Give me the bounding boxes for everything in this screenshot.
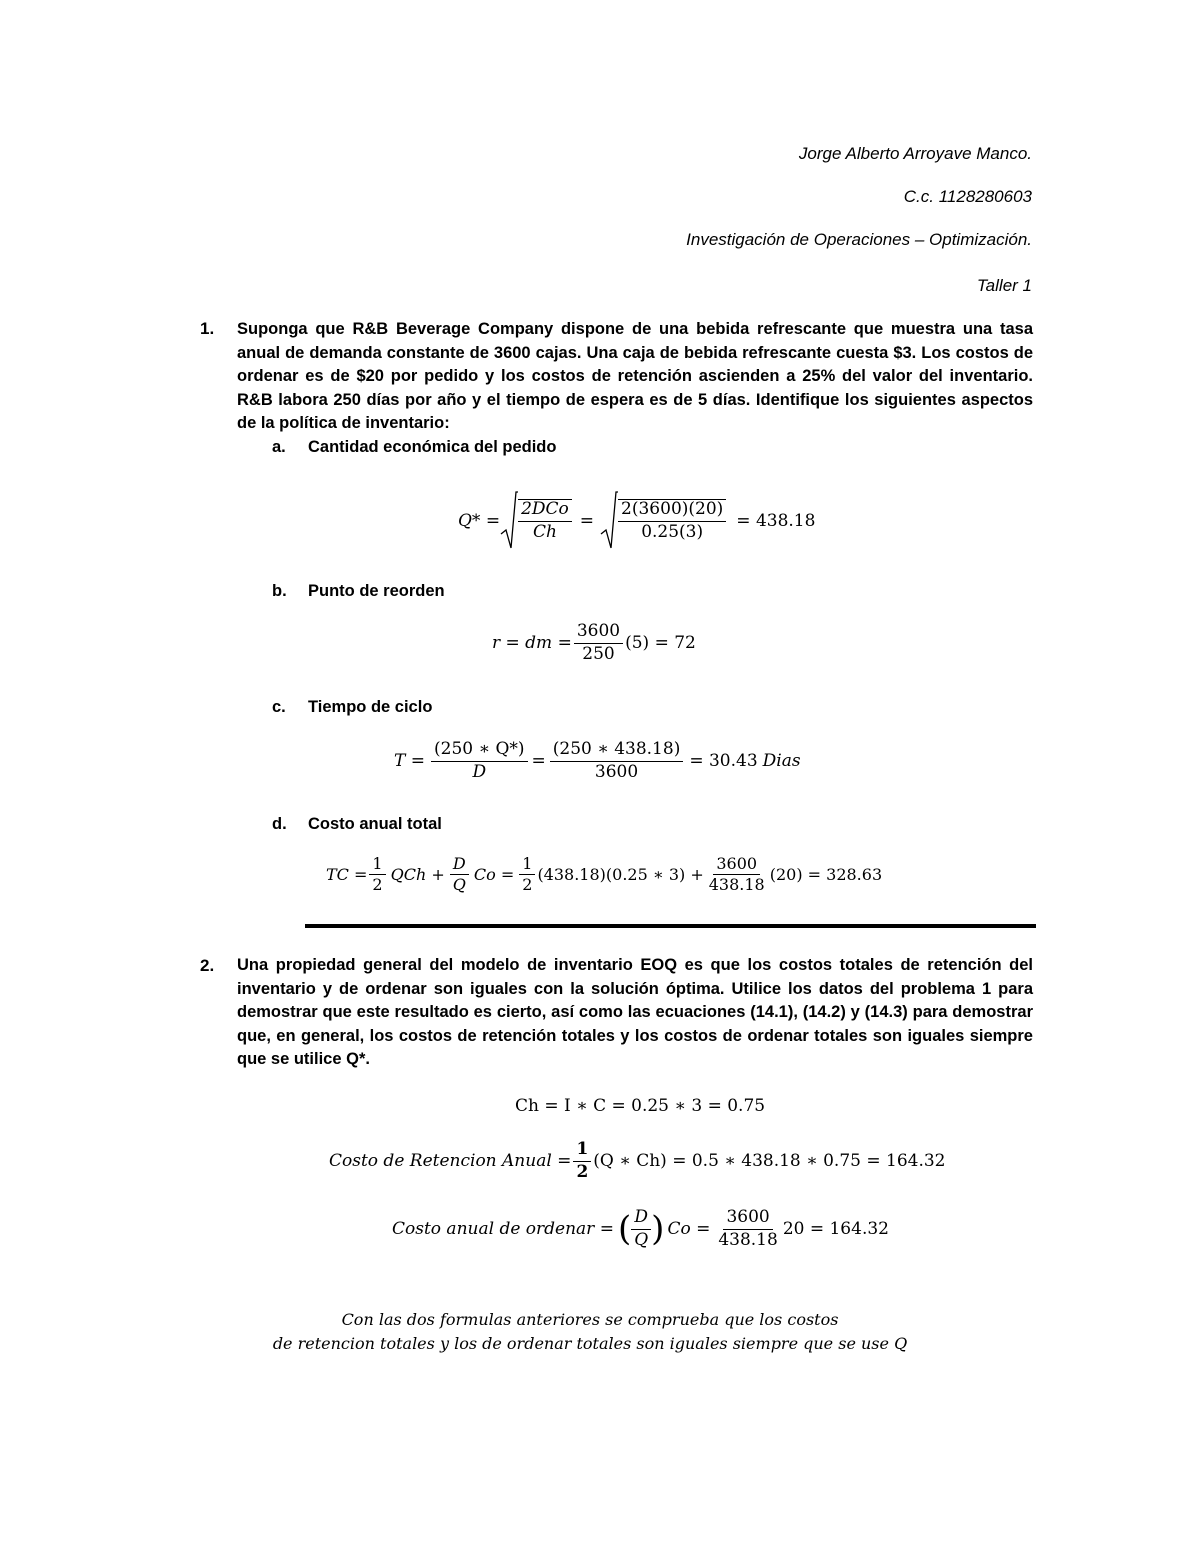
item-b-label: Punto de reorden — [308, 582, 445, 600]
tc-term2: Co = — [473, 865, 515, 885]
tc-dq-den: Q — [452, 875, 466, 895]
total-cost-equation — [326, 855, 882, 895]
ordering-lhs: Costo anual de ordenar = — [392, 1219, 614, 1240]
tc-dq-num: D — [450, 855, 469, 875]
reorder-den: 250 — [582, 643, 615, 664]
cycle-f2-den: 3600 — [594, 761, 639, 782]
author-id: C.c. 1128280603 — [903, 187, 1032, 206]
ch-equation — [515, 1096, 765, 1116]
item-c-label: Tiempo de ciclo — [308, 698, 433, 716]
item-b-letter: b. — [272, 582, 287, 600]
tc-f-num: 3600 — [713, 855, 760, 875]
radical-sign-icon — [500, 490, 518, 552]
assignment-title: Taller 1 — [976, 276, 1032, 295]
ordering-f-den: 438.18 — [718, 1229, 778, 1250]
tc-lhs: TC = — [326, 865, 368, 885]
problem-1-number: 1. — [200, 319, 215, 338]
item-a-letter: a. — [272, 438, 286, 456]
tc-half2-den: 2 — [522, 875, 533, 895]
cycle-eq: = — [531, 751, 546, 772]
right-paren: ) — [651, 1209, 665, 1250]
cycle-f2-num: (250 ∗ 438.18) — [550, 740, 684, 762]
sqrt-2 — [600, 490, 728, 552]
cycle-f1-den: D — [472, 761, 487, 782]
eoq-f1-num: 2DCo — [518, 500, 572, 522]
ordering-p-den: Q — [634, 1229, 649, 1250]
cycle-unit: Dias — [762, 751, 801, 772]
problem-1-text: Suponga que R&B Beverage Company dispone de una bebida refrescante que muestra una tasa anual de demanda constante de 3600 cajas. Una caja de bebida refrescante cuesta $3. Los costos de ordenar es de $20 por pedido y los costos de retención ascienden a 25% del valor del inventario. R&B labora 250 días por año y el tiempo de espera es de 5 días. Identifique los siguientes aspectos de la política de inventario: — [237, 320, 1033, 433]
cycle-result: = 30.43 — [689, 751, 758, 772]
tc-f-den: 438.18 — [708, 875, 765, 895]
item-a-label: Cantidad económica del pedido — [308, 438, 557, 456]
holding-cost-equation — [329, 1140, 945, 1182]
tc-term3: (438.18)(0.25 ∗ 3) + — [537, 865, 704, 885]
holding-lhs: Costo de Retencion Anual = — [329, 1151, 572, 1172]
eoq-equation — [458, 490, 815, 552]
tc-half2-num: 1 — [519, 855, 535, 875]
reorder-rest: (5) = 72 — [625, 633, 696, 654]
holding-den: 2 — [576, 1161, 589, 1182]
ordering-cost-equation — [392, 1208, 889, 1250]
ordering-rest: 20 = 164.32 — [782, 1219, 889, 1240]
holding-rest: (Q ∗ Ch) = 0.5 ∗ 438.18 ∗ 0.75 = 164.32 — [593, 1151, 946, 1172]
ordering-mid: Co = — [667, 1219, 711, 1240]
eoq-f2-num: 2(3600)(20) — [618, 500, 726, 522]
tc-half-num: 1 — [369, 855, 385, 875]
cycle-f1-num: (250 ∗ Q*) — [431, 740, 528, 762]
author-name: Jorge Alberto Arroyave Manco. — [798, 144, 1032, 163]
eoq-f2-den: 0.25(3) — [641, 522, 704, 542]
problem-2-number: 2. — [200, 956, 215, 975]
reorder-num: 3600 — [574, 622, 623, 644]
left-paren: ( — [617, 1209, 632, 1250]
reorder-equation — [492, 622, 696, 664]
item-c-letter: c. — [272, 698, 286, 716]
item-d-label: Costo anual total — [308, 815, 442, 833]
holding-num: 1 — [573, 1140, 591, 1162]
ordering-f-num: 3600 — [723, 1208, 772, 1230]
conclusion-line-2: de retencion totales y los de ordenar totales son iguales siempre que se use Q — [272, 1334, 908, 1353]
ordering-p-num: D — [631, 1208, 651, 1230]
cycle-equation — [394, 740, 801, 782]
problem-2-text: Una propiedad general del modelo de inventario EOQ es que los costos totales de retención del inventario y de ordenar son iguales con la solución óptima. Utilice los datos del problema 1 para demostrar que este resultado es cierto, así como las ecuaciones (14.1), (14.2) y (14.3) para demostrar que, en general, los costos de retención totales y los costos de ordenar totales son iguales siempre que se utilice Q*. — [237, 956, 1033, 1069]
eoq-f1-den: Ch — [532, 522, 557, 542]
radical-sign-icon — [600, 490, 618, 552]
ch-equation-text: Ch = I ∗ C = 0.25 ∗ 3 = 0.75 — [515, 1096, 766, 1116]
eoq-result: = 438.18 — [736, 511, 816, 531]
section-divider — [305, 924, 1036, 928]
conclusion-line-1: Con las dos formulas anteriores se comprueba que los costos — [341, 1310, 839, 1329]
cycle-lhs: T = — [394, 751, 425, 772]
item-d-letter: d. — [272, 815, 287, 833]
tc-term1: QCh + — [390, 865, 445, 885]
reorder-lhs: r = dm = — [492, 633, 572, 654]
sqrt-1 — [500, 490, 574, 552]
tc-result: (20) = 328.63 — [769, 865, 883, 885]
eoq-lhs: Q* = — [458, 511, 501, 531]
tc-half-den: 2 — [372, 875, 383, 895]
eoq-eq: = — [579, 511, 595, 531]
course-name: Investigación de Operaciones – Optimización. — [686, 230, 1032, 249]
